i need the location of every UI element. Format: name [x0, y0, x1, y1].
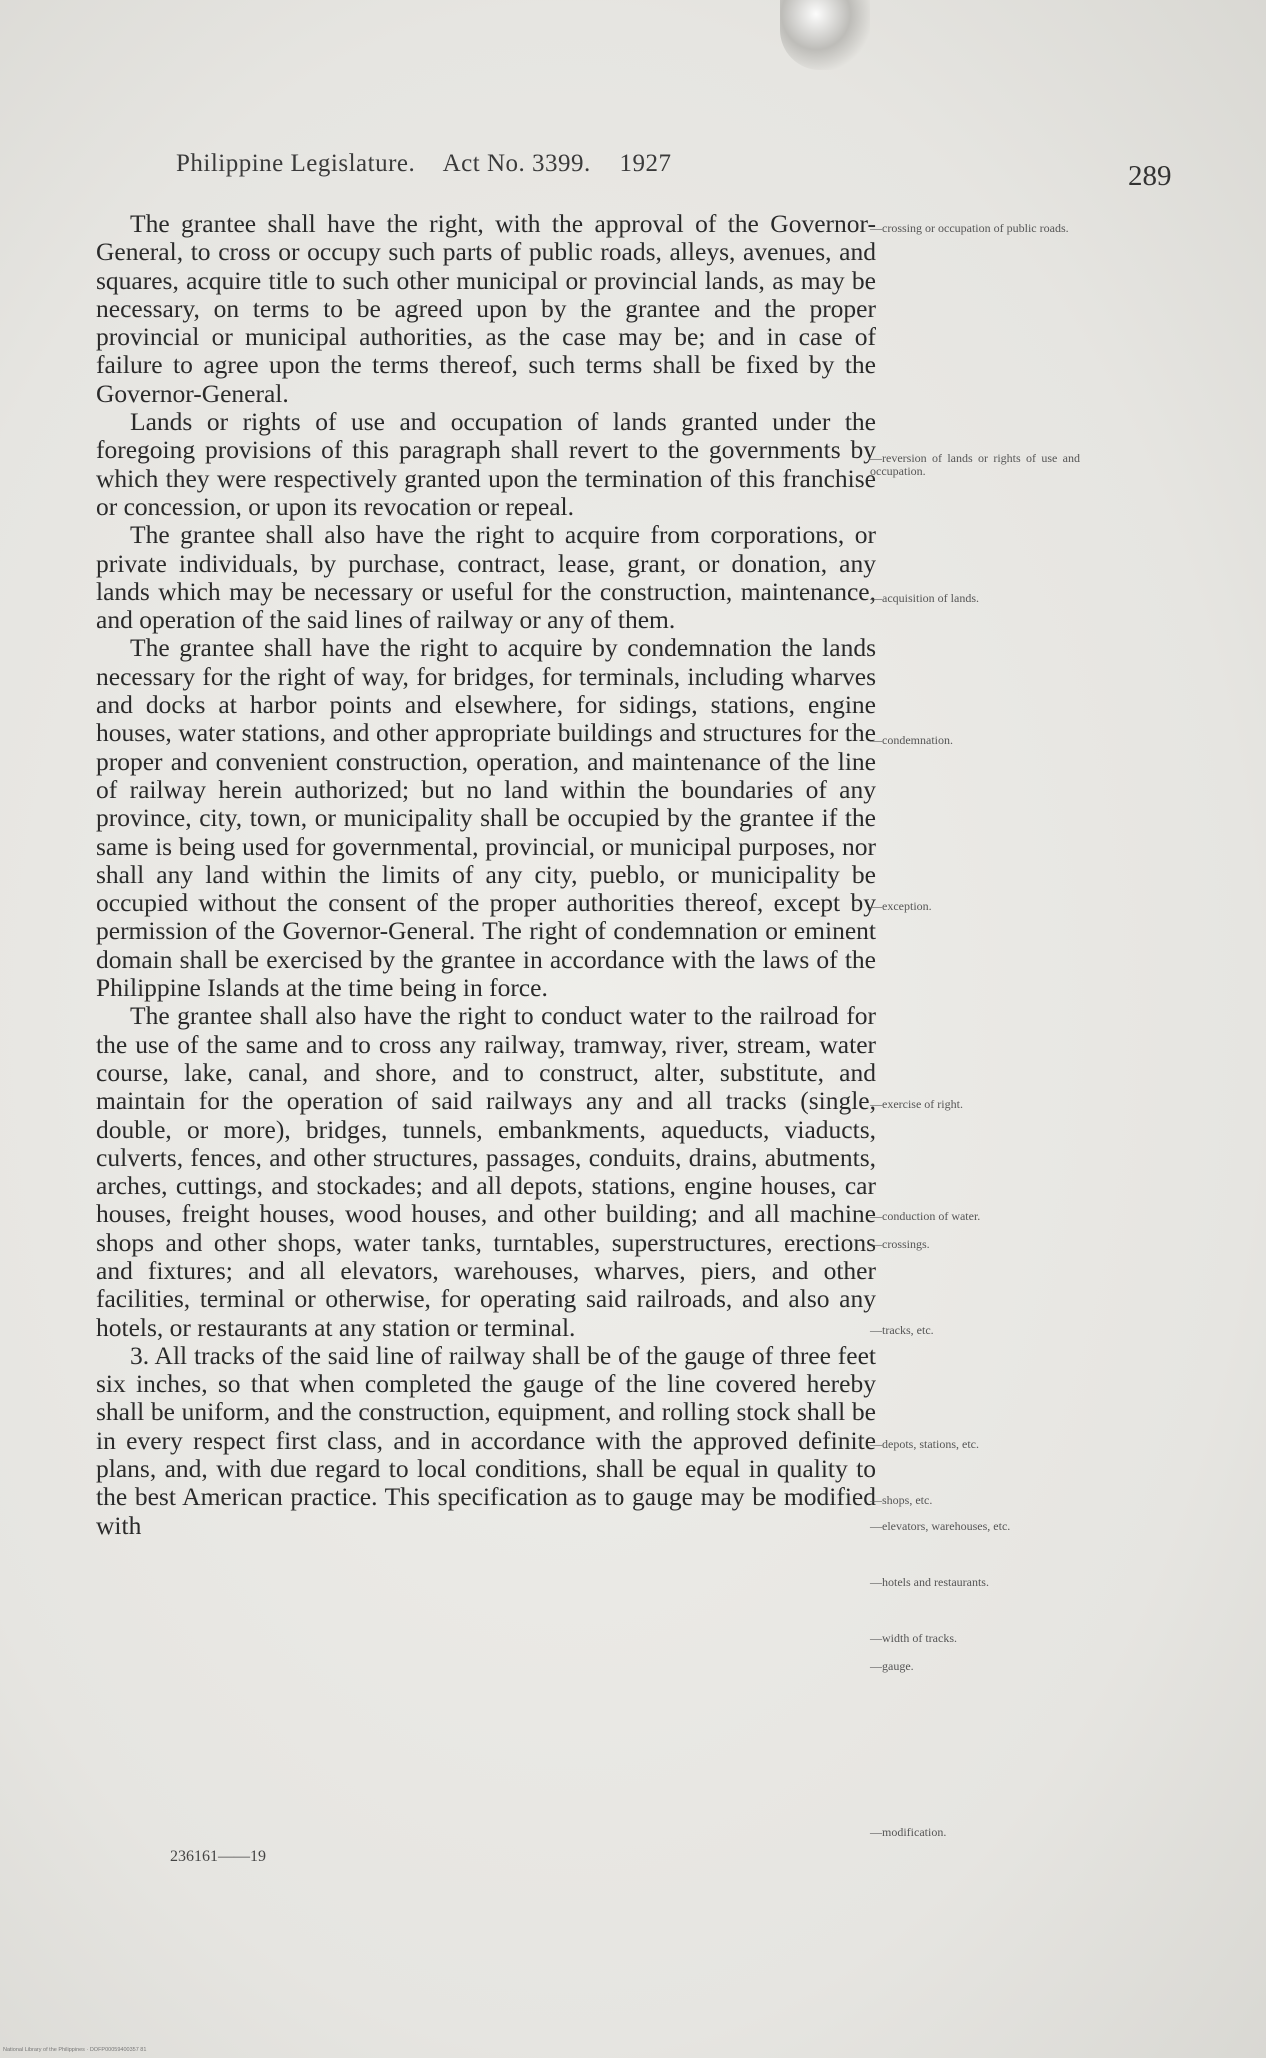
margin-note: —modification. — [870, 1825, 947, 1839]
margin-note: —crossing or occupation of public roads. — [870, 221, 1069, 235]
running-head — [176, 150, 694, 178]
margin-note: —depots, stations, etc. — [870, 1437, 979, 1451]
body-text — [96, 210, 876, 1540]
act-year: 1927 — [619, 150, 672, 177]
margin-note: —acquisition of lands. — [870, 591, 979, 605]
margin-note: —elevators, warehouses, etc. — [870, 1519, 1011, 1533]
scan-corner-artifact — [780, 0, 870, 70]
margin-note: —exception. — [870, 899, 932, 913]
act-number: Act No. 3399. — [442, 150, 591, 177]
margin-note: —width of tracks. — [870, 1631, 957, 1645]
margin-note: —reversion of lands or rights of use and occupation. — [870, 451, 1080, 478]
paragraph: Lands or rights of use and occupation of lands granted under the foregoing provisions of this paragraph shall revert to the governments by which they were respectively granted upon the termination of this franchise or concession, or upon its revocation or repeal. — [96, 407, 876, 521]
paragraph: The grantee shall have the right, with the approval of the Governor-General, to cross or occupy such parts of public roads, alleys, avenues, and squares, acquire title to such other municipal or provincial lands, as may be necessary, on terms to be agreed upon by the grantee and the proper provincial or municipal authorities, as the case may be; and in case of failure to agree upon the terms thereof, such terms shall be fixed by the Governor-General. — [96, 209, 876, 408]
page-number: 289 — [1128, 160, 1172, 192]
library-credit: National Library of the Philippines · DOFP00059400357 81 — [3, 2047, 147, 2053]
paragraph: The grantee shall also have the right to conduct water to the railroad for the use of the same and to cross any railway, tramway, river, stream, water course, lake, canal, and shore, and to construct, alter, substitute, and maintain for the operation of said railways any and all tracks (single, double, or more), bridges, tunnels, embankments, aqueducts, viaducts, culverts, fences, and other structures, passages, conduits, drains, abutments, arches, cuttings, and stockades; and all depots, stations, engine houses, car houses, freight houses, wood houses, and other building; and all machine shops and other shops, water tanks, turntables, superstructures, erections and fixtures; and all elevators, warehouses, wharves, piers, and other facilities, terminal or otherwise, for operating said railroads, and also any hotels, or restaurants at any station or terminal. — [96, 1001, 876, 1342]
margin-note: —shops, etc. — [870, 1493, 933, 1507]
margin-note: —gauge. — [870, 1659, 914, 1673]
paragraph: The grantee shall also have the right to acquire from corporations, or private individuals, by purchase, contract, lease, grant, or donation, any lands which may be necessary or useful for the construction, maintenance, and operation of the said lines of railway or any of them. — [96, 520, 876, 635]
margin-note: —condemnation. — [870, 733, 953, 747]
paragraph: The grantee shall have the right to acquire by condemnation the lands necessary for the right of way, for bridges, for terminals, including wharves and docks at harbor points and elsewhere, for sidings, stations, engine houses, water stations, and other appropriate buildings and structures for the proper and convenient construction, operation, and maintenance of the line of railway herein authorized; but no land within the boundaries of any province, city, town, or municipality shall be occupied by the grantee if the same is being used for governmental, provincial, or municipal purposes, nor shall any land within the limits of any city, pueblo, or municipality be occupied without the consent of the proper authorities thereof, except by permission of the Governor-General. The right of condemnation or eminent domain shall be exercised by the grantee in accordance with the laws of the Philippine Islands at the time being in force. — [96, 633, 876, 1003]
margin-note: —conduction of water. — [870, 1209, 981, 1223]
margin-note: —crossings. — [870, 1237, 930, 1251]
margin-note: —hotels and restaurants. — [870, 1575, 989, 1589]
margin-note: —exercise of right. — [870, 1097, 963, 1111]
margin-note: —tracks, etc. — [870, 1323, 934, 1337]
running-title: Philippine Legislature. — [176, 150, 416, 177]
paragraph: 3. All tracks of the said line of railway shall be of the gauge of three feet six inches, so that when completed the gauge of the line covered hereby shall be uniform, and the construction, equipment, and rolling stock shall be in every respect first class, and in accordance with the approved definite plans, and, with due regard to local conditions, shall be equal in quality to the best American practice. This specification as to gauge may be modified with — [96, 1340, 876, 1540]
printer-signature: 236161——19 — [170, 1848, 266, 1865]
